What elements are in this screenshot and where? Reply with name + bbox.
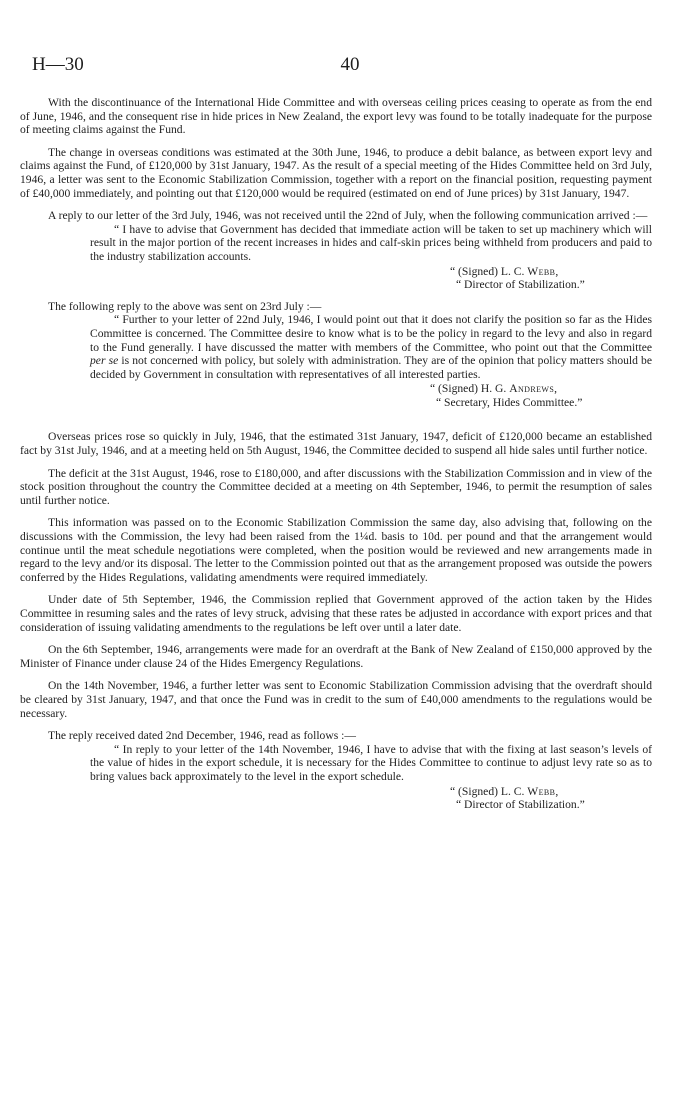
paragraph: On the 6th September, 1946, arrangements were made for an overdraft at the Bank of New Zealand of £150,000 approved by the Minister of Finance under clause 24 of the Hides Emergency Regulations.: [20, 643, 652, 670]
quote-text: [90, 313, 652, 381]
signer-name: Webb,: [527, 784, 559, 798]
signature-line: [430, 382, 652, 396]
document-body: [20, 96, 652, 820]
paragraph: The deficit at the 31st August, 1946, rose to £180,000, and after discussions with the Stabilization Commission and in view of the stock position throughout the country the Committee decided at a meeting on 4th September, 1946, to permit the resumption of sales until further notice.: [20, 466, 652, 507]
paragraph: With the discontinuance of the International Hide Committee and with overseas ceiling prices ceasing to operate as from the end of June, 1946, and the consequent rise in hide prices in New Zealand, the export levy was found to be totally inadequate for the purpose of meeting claims against the Fund.: [20, 96, 652, 137]
signature-line: [450, 785, 652, 799]
latin-phrase: per se: [90, 354, 119, 368]
quote-text-part: is not concerned with policy, but solely with administration. They are of the opinion that policy matters should be decided by Government in consultation with representatives of all interested parties.: [90, 354, 653, 381]
paragraph: The change in overseas conditions was estimated at the 30th June, 1946, to produce a debit balance, as between export levy and claims against the Fund, of £120,000 by 31st January, 1947. As the result of a special meeting of the Hides Committee held on 3rd July, 1946, a letter was sent to the Economic Stabilization Commission, together with a report on the financial position, requesting payment of £40,000 immediately, and pointing out that £120,000 would be required (estimated on end of June prices) by 31st January, 1947.: [20, 145, 652, 200]
paragraph: Overseas prices rose so quickly in July, 1946, that the estimated 31st January, 1947, deficit of £120,000 became an established fact by 31st July, 1946, and at a meeting held on 5th August, 1946, the Committee decided to suspend all hide sales until further notice.: [20, 430, 652, 458]
paragraph: The reply received dated 2nd December, 1946, read as follows :—: [48, 729, 356, 743]
signer-title: “ Director of Stabilization.”: [456, 278, 585, 292]
paragraph: A reply to our letter of the 3rd July, 1946, was not received until the 22nd of July, when the following communication arrived :—: [48, 209, 648, 223]
quote-text: “ I have to advise that Government has decided that immediate action will be taken to set up machinery which will result in the major portion of the recent increases in hides and calf-skin prices being withheld from producers and paid to the industry stabilization accounts.: [90, 222, 652, 263]
signer-name: Webb,: [527, 264, 559, 278]
signature-line: [450, 265, 652, 279]
quote-text-part: “ Further to your letter of 22nd July, 1946, I would point out that it does not clarify the position so far as the Hides Committee is concerned. The Committee desire to know what is to be the policy in regard to the levy and also in regard to the Fund generally. I have discussed the matter with members of the Committee, who point out that the Committee: [90, 313, 652, 354]
signer-title: “ Director of Stabilization.”: [456, 798, 585, 812]
paragraph: Under date of 5th September, 1946, the Commission replied that Government approved of the action taken by the Hides Committee in resuming sales and the rates of levy struck, advising that these rates be adjusted in accordance with export prices and that consideration of issuing validating amendments to the regulations be left over until a later date.: [20, 593, 652, 634]
signer-name: Andrews,: [509, 382, 558, 396]
paragraph: On the 14th November, 1946, a further letter was sent to Economic Stabilization Commission advising that the overdraft should be cleared by 31st January, 1947, and that once the Fund was in credit to the sum of £40,000 amendments to the regulations would be necessary.: [20, 679, 652, 720]
page-number: 40: [340, 54, 360, 75]
quoted-letter: [90, 313, 652, 409]
signed-label: “ (Signed) H. G.: [430, 382, 510, 396]
document-reference: H—30: [32, 54, 84, 75]
paragraph: The following reply to the above was sent on 23rd July :—: [48, 299, 322, 313]
quoted-letter: [90, 743, 652, 812]
quote-text: “ In reply to your letter of the 14th November, 1946, I have to advise that with the fixing at last season’s levels of the value of hides in the export schedule, it is necessary for the Hides Committee to continue to adjust levy rate so as to bring values back approximately to the level in the export schedule.: [90, 742, 652, 783]
quoted-letter: [90, 223, 652, 292]
signer-title: “ Secretary, Hides Committee.”: [436, 395, 583, 409]
paragraph: This information was passed on to the Economic Stabilization Commission the same day, also advising that, following on the discussions with the Commission, the levy had been raised from the 1¼d. basis to 10d. per pound and that the arrangement would continue until the meat schedule negotiations were completed, when the position would be reviewed and new arrangements made in regard to the levy and/or its disposal. The letter to the Commission pointed out that as the arrangement proposed was outside the powers conferred by the Hides Regulations, validating amendments were required immediately.: [20, 516, 652, 584]
signed-label: “ (Signed) L. C.: [450, 784, 528, 798]
signed-label: “ (Signed) L. C.: [450, 264, 528, 278]
